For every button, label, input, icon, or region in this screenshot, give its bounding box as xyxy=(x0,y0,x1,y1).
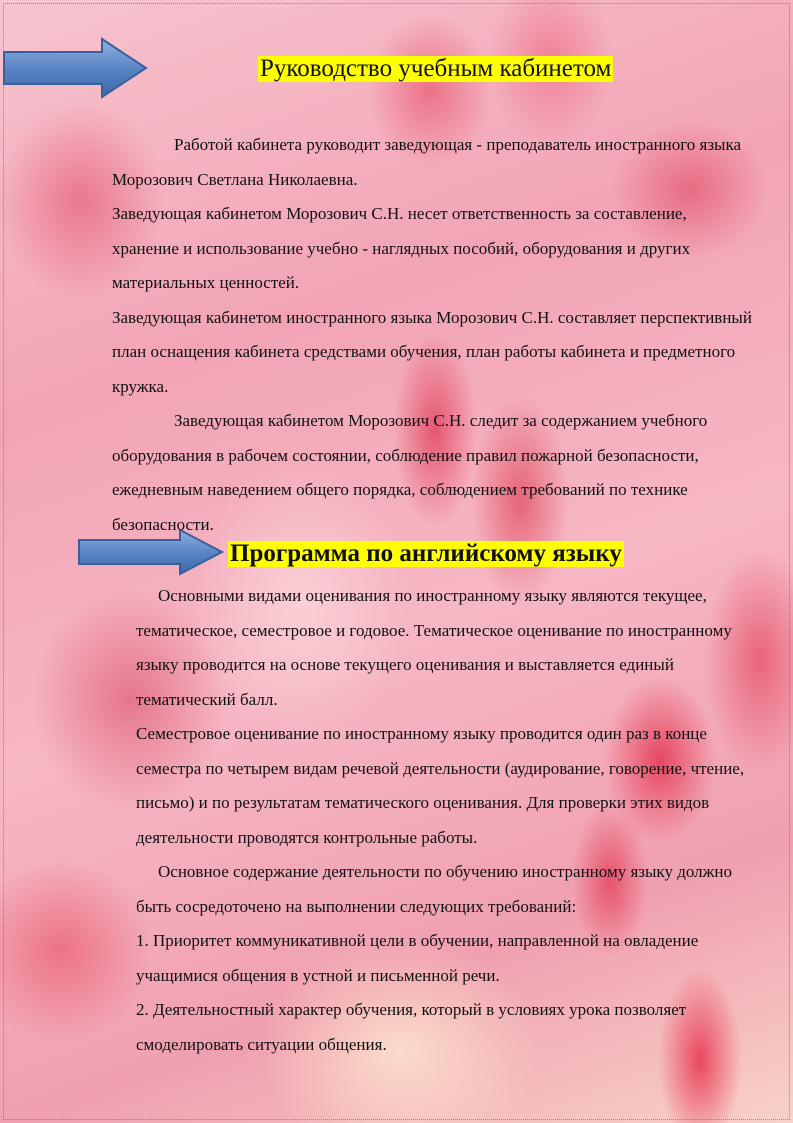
section-body-cabinet xyxy=(112,128,752,542)
paragraph: Заведующая кабинетом иностранного языка Морозович С.Н. составляет перспективный план оснащения кабинета средствами обучения, план работы кабинета и предметного кружка. xyxy=(112,307,752,396)
list-item: 1. Приоритет коммуникативной цели в обучении, направленной на овладение учащимися общения в устной и письменной речи. xyxy=(136,931,699,985)
paragraph: Заведующая кабинетом Морозович С.Н. несет ответственность за составление, хранение и использование учебно ‑ наглядных пособий, оборудования и других материальных ценностей. xyxy=(112,204,691,292)
section-heading-cabinet: Руководство учебным кабинетом xyxy=(260,55,612,82)
paragraph: Заведующая кабинетом Морозович С.Н. следит за содержанием учебного оборудования в рабочем состоянии, соблюдение правил пожарной безопасности, ежедневным наведением общего порядка, соблюдением требований по технике безопасности. xyxy=(112,411,708,534)
paragraph: Работой кабинета руководит заведующая ‑ преподаватель иностранного языка Морозович Светлана Николаевна. xyxy=(112,135,742,189)
paragraph: Основными видами оценивания по иностранному языку являются текущее, тематическое, семестровое и годовое. Тематическое оценивание по иностранному языку проводится на основе текущего оценивания и выставляется единый тематический балл. xyxy=(136,586,732,709)
section-body-program xyxy=(136,579,756,1062)
paragraph: Семестровое оценивание по иностранному языку проводится один раз в конце семестра по четырем видам речевой деятельности (аудирование, говорение, чтение, письмо) и по результатам тематического оценивания. Для проверки этих видов деятельности проводятся контрольные работы. xyxy=(136,724,745,847)
list-item: 2. Деятельностный характер обучения, который в условиях урока позволяет смоделировать ситуации общения. xyxy=(136,1000,687,1054)
paragraph: Основное содержание деятельности по обучению иностранному языку должно быть сосредоточено на выполнении следующих требований: xyxy=(136,862,732,916)
arrow-right-icon xyxy=(0,36,150,100)
section-heading-program: Программа по английскому языку xyxy=(230,540,622,567)
